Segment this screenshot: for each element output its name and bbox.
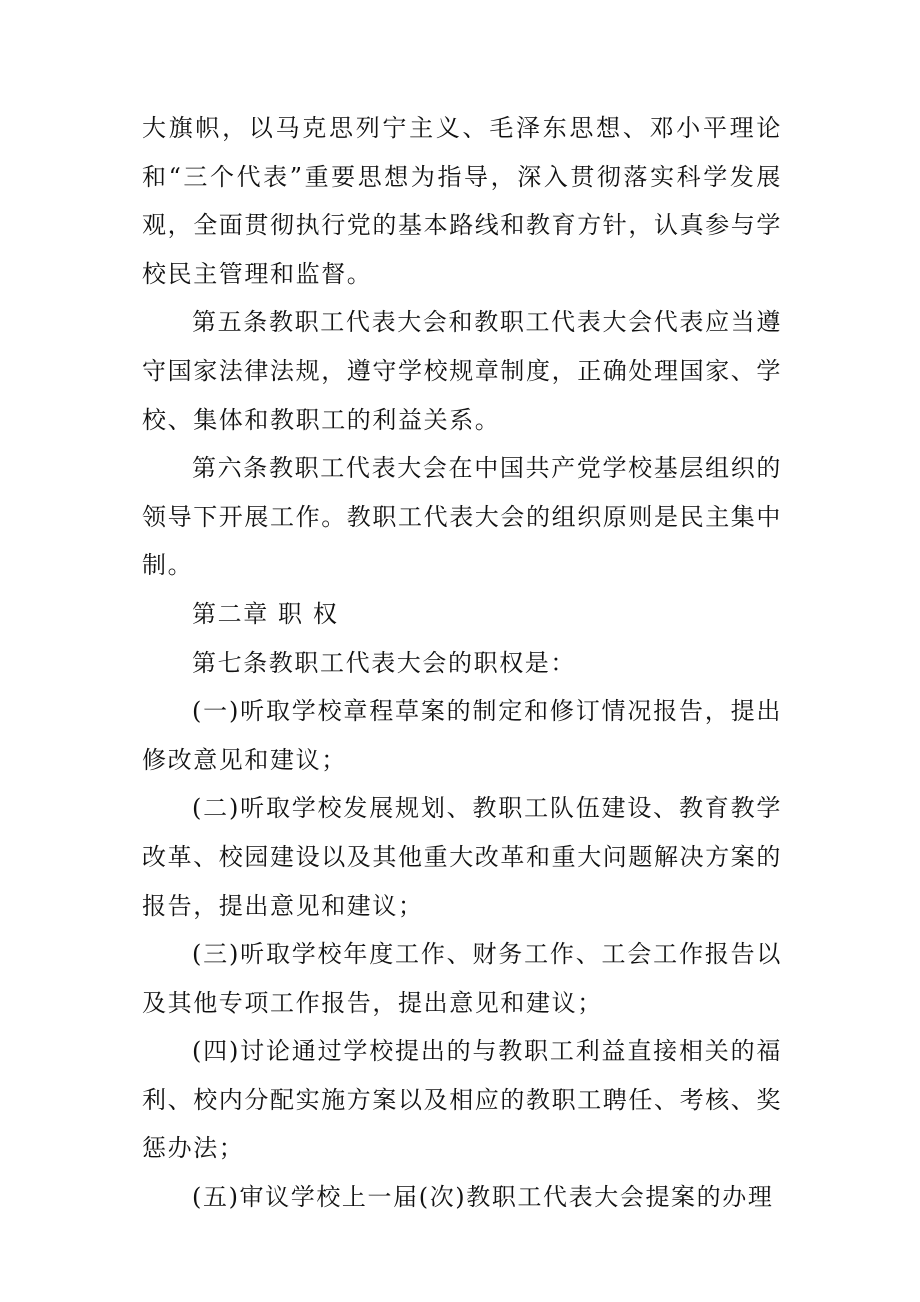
list-item-5: (五)审议学校上一届(次)教职工代表大会提案的办理 <box>192 1183 774 1212</box>
list-item-1: (一)听取学校章程草案的制定和修订情况报告，提出修改意见和建议； <box>142 697 782 774</box>
paragraph-article-6: 第六条教职工代表大会在中国共产党学校基层组织的领导下开展工作。教职工代表大会的组织原则是民主集中制。 <box>142 454 782 580</box>
list-item-4: (四)讨论通过学校提出的与教职工利益直接相关的福利、校内分配实施方案以及相应的教职工聘任、考核、奖惩办法； <box>142 1037 782 1163</box>
list-item-3: (三)听取学校年度工作、财务工作、工会工作报告以及其他专项工作报告，提出意见和建议； <box>142 940 782 1017</box>
paragraph-article-5: 第五条教职工代表大会和教职工代表大会代表应当遵守国家法律法规，遵守学校规章制度，正确处理国家、学校、集体和教职工的利益关系。 <box>142 308 782 434</box>
paragraph-article-7: 第七条教职工代表大会的职权是： <box>192 648 576 677</box>
chapter-heading: 第二章 职 权 <box>192 599 339 628</box>
paragraph-continuation: 大旗帜，以马克思列宁主义、毛泽东思想、邓小平理论和“三个代表”重要思想为指导，深入贯彻落实科学发展观，全面贯彻执行党的基本路线和教育方针，认真参与学校民主管理和监督。 <box>142 114 782 288</box>
document-body <box>142 104 782 1222</box>
list-item-2: (二)听取学校发展规划、教职工队伍建设、教育教学改革、校园建设以及其他重大改革和重大问题解决方案的报告，提出意见和建议； <box>142 794 782 920</box>
